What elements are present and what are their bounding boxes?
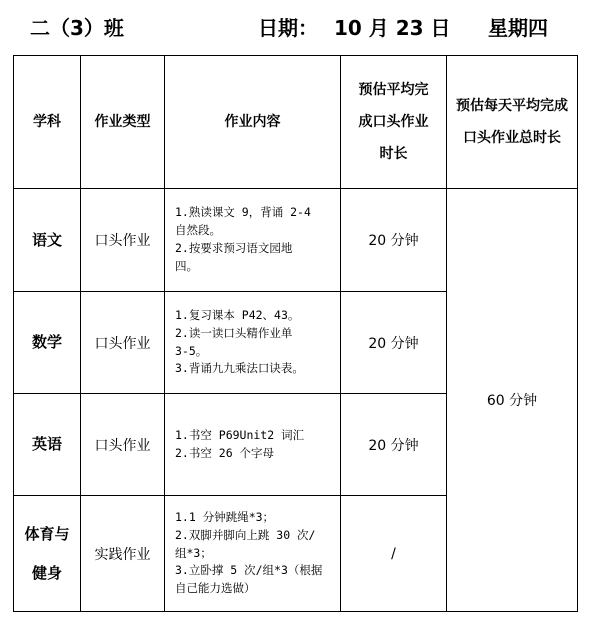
content-line: 四。: [175, 258, 198, 273]
col-header-est-time: [341, 56, 447, 189]
page-header: [0, 10, 594, 44]
time-cell: 20 分钟: [341, 292, 447, 394]
time-cell: /: [341, 496, 447, 612]
weekday: 星期四: [488, 16, 548, 40]
time-cell: 20 分钟: [341, 394, 447, 496]
subject-line: 健身: [31, 563, 62, 582]
content-line: 3-5。: [175, 343, 208, 358]
content-cell: [165, 189, 341, 292]
content-line: 3.立卧撑 5 次/组*3（根据: [175, 563, 323, 578]
content-line: 2.双脚并脚向上跳 30 次/: [175, 527, 316, 542]
homework-table: [13, 55, 578, 612]
date-value: 10 月 23 日: [334, 16, 451, 40]
header-line: 口头作业总时长: [463, 130, 561, 146]
content-line: 自己能力选做）: [175, 581, 256, 596]
type-cell: 口头作业: [81, 189, 165, 292]
daily-total-cell: 60 分钟: [447, 189, 578, 612]
header-row: [14, 56, 578, 189]
col-header-subject: 学科: [14, 56, 81, 189]
content-line: 2.按要求预习语文园地: [175, 241, 293, 255]
date-label: 日期：: [258, 16, 318, 40]
type-cell: 口头作业: [81, 292, 165, 394]
content-line: 1.书空 P69Unit2 词汇: [175, 427, 305, 442]
content-cell: [165, 394, 341, 496]
subject-line: 体育与: [24, 524, 70, 543]
subject-cell: 数学: [14, 292, 81, 394]
header-line: 预估每天平均完成: [456, 97, 568, 114]
subject-cell: 英语: [14, 394, 81, 496]
subject-cell: 语文: [14, 189, 81, 292]
content-line: 1.熟读课文 9，背诵 2-4: [175, 205, 311, 220]
subject-cell: [14, 496, 81, 612]
time-cell: 20 分钟: [341, 189, 447, 292]
content-line: 1.复习课本 P42、43。: [175, 307, 300, 322]
content-line: 组*3；: [175, 545, 212, 560]
col-header-type: 作业类型: [81, 56, 165, 189]
class-name: 二（3）班: [30, 16, 124, 40]
content-cell: [165, 496, 341, 612]
header-line: 预估平均完: [358, 81, 429, 98]
col-header-content: 作业内容: [165, 56, 341, 189]
type-cell: 实践作业: [81, 496, 165, 612]
header-line: 成口头作业: [358, 113, 429, 130]
type-cell: 口头作业: [81, 394, 165, 496]
content-line: 自然段。: [175, 223, 221, 238]
header-line: 时长: [379, 146, 408, 163]
content-line: 2.读一读口头精作业单: [175, 325, 293, 340]
content-line: 3.背诵九九乘法口诀表。: [175, 361, 304, 376]
table-row: [14, 189, 578, 292]
content-cell: [165, 292, 341, 394]
content-line: 2.书空 26 个字母: [175, 445, 275, 460]
col-header-daily-total: [447, 56, 578, 189]
content-line: 1.1 分钟跳绳*3；: [175, 509, 275, 524]
